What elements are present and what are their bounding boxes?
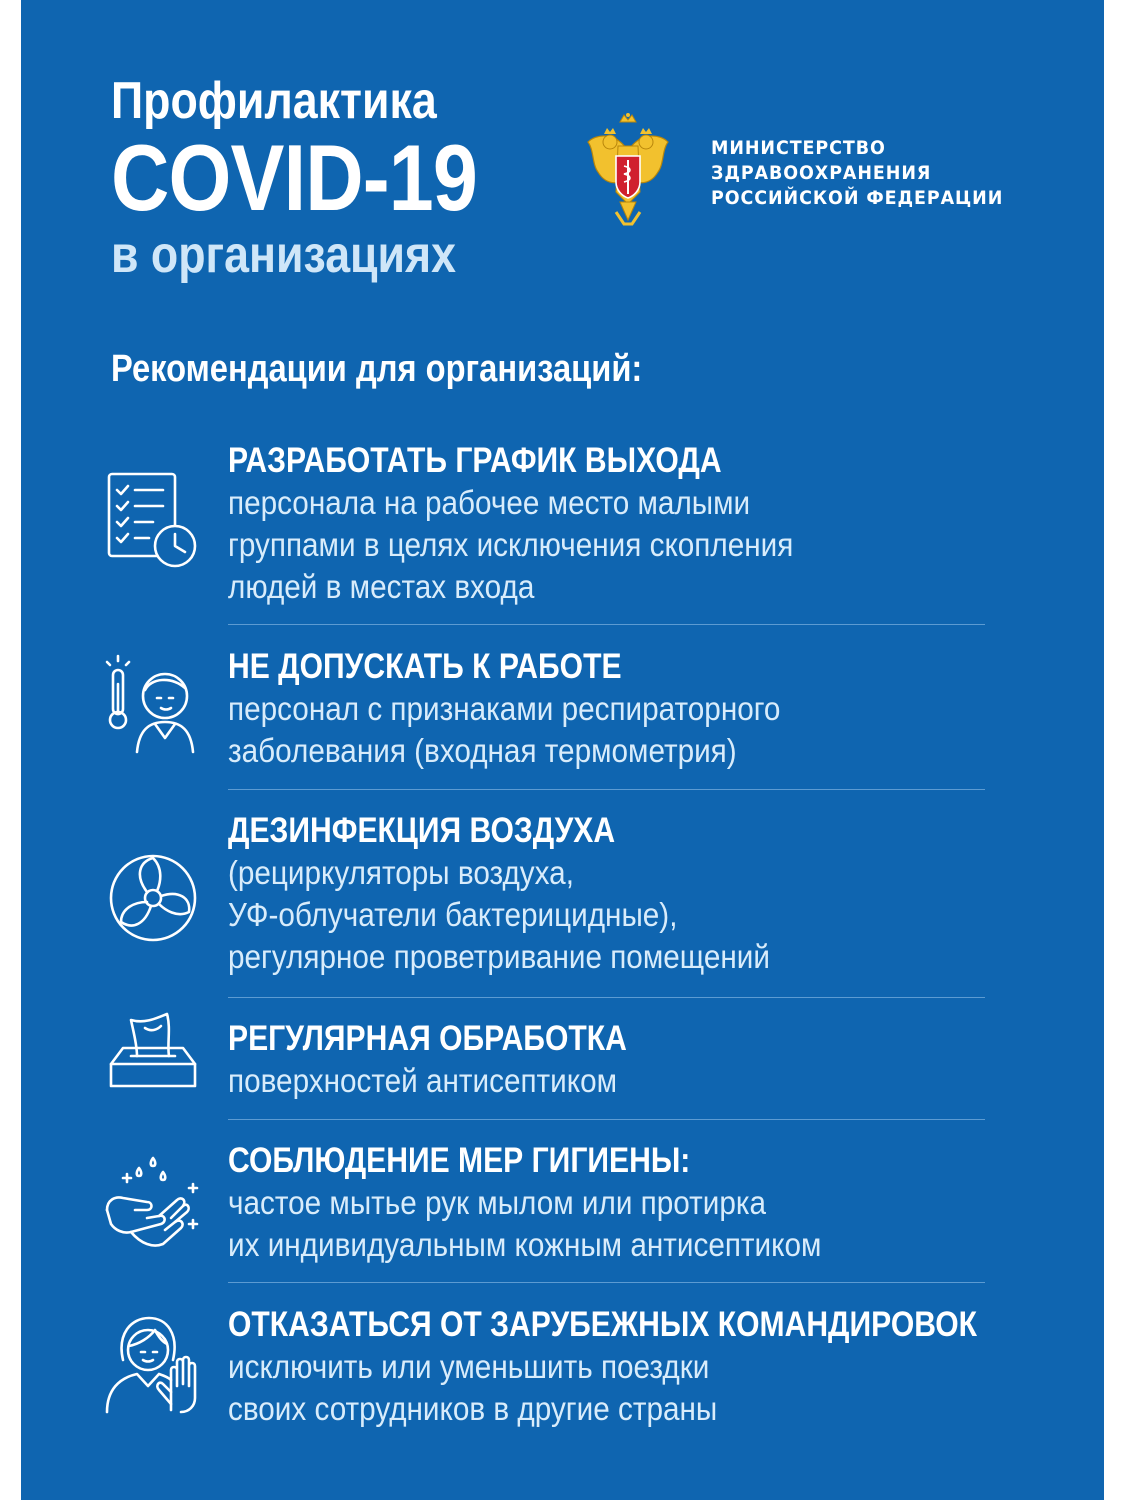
schedule-checklist-clock-icon xyxy=(101,468,205,572)
woman-stop-hand-icon xyxy=(101,1312,205,1416)
body-line: персонал с признаками респираторного xyxy=(228,690,781,727)
ministry-line-1: МИНИСТЕРСТВО xyxy=(711,137,886,159)
recommendation-text xyxy=(228,810,830,978)
recommendation-heading: РЕГУЛЯРНАЯ ОБРАБОТКА xyxy=(228,1019,627,1058)
recommendation-heading: НЕ ДОПУСКАТЬ К РАБОТЕ xyxy=(228,647,622,686)
recommendation-heading: ОТКАЗАТЬСЯ ОТ ЗАРУБЕЖНЫХ КОМАНДИРОВОК xyxy=(228,1305,978,1344)
body-line: людей в местах входа xyxy=(228,568,535,605)
body-line: заболевания (входная термометрия) xyxy=(228,732,737,769)
body-line: их индивидуальным кожным антисептиком xyxy=(228,1226,822,1263)
divider xyxy=(228,624,985,625)
thermometer-person-icon xyxy=(101,654,205,758)
divider xyxy=(228,789,985,790)
double-headed-eagle-emblem-icon xyxy=(586,112,670,228)
body-line: (рециркуляторы воздуха, xyxy=(228,854,574,891)
hand-washing-icon xyxy=(101,1154,205,1258)
recommendation-heading: СОБЛЮДЕНИЕ МЕР ГИГИЕНЫ: xyxy=(228,1141,691,1180)
poster xyxy=(21,0,1104,1500)
recommendation-text xyxy=(228,1304,1099,1430)
title-line-3: в организациях xyxy=(111,226,457,284)
divider xyxy=(228,1282,985,1283)
body-line: регулярное проветривание помещений xyxy=(228,938,770,975)
recommendation-body xyxy=(228,1182,821,1266)
divider xyxy=(228,1119,985,1120)
body-line: исключить или уменьшить поездки xyxy=(228,1348,710,1385)
recommendation-text xyxy=(228,646,842,772)
recommendation-body xyxy=(228,688,780,772)
recommendation-text xyxy=(228,440,856,608)
title-line-2: COVID-19 xyxy=(111,125,477,230)
ministry-line-3: РОССИЙСКОЙ ФЕДЕРАЦИИ xyxy=(711,187,1004,209)
body-line: своих сотрудников в другие страны xyxy=(228,1390,718,1427)
ministry-line-2: ЗДРАВООХРАНЕНИЯ xyxy=(711,162,932,184)
recommendation-text xyxy=(228,1018,692,1102)
ministry-name xyxy=(711,136,1003,211)
recommendation-body xyxy=(228,1060,645,1102)
body-line: персонала на рабочее место малыми xyxy=(228,484,751,521)
fan-ventilation-icon xyxy=(101,846,205,950)
recommendations-heading: Рекомендации для организаций: xyxy=(111,348,643,390)
body-line: поверхностей антисептиком xyxy=(228,1062,618,1099)
divider xyxy=(228,997,985,998)
wipes-box-icon xyxy=(101,1008,205,1112)
body-line: частое мытье рук мылом или протирка xyxy=(228,1184,767,1221)
recommendation-body xyxy=(228,852,770,978)
page-title xyxy=(111,72,477,284)
title-line-1: Профилактика xyxy=(111,72,437,130)
recommendation-body xyxy=(228,1346,1012,1430)
recommendation-text xyxy=(228,1140,887,1266)
body-line: УФ-облучатели бактерицидные), xyxy=(228,896,678,933)
recommendation-heading: ДЕЗИНФЕКЦИЯ ВОЗДУХА xyxy=(228,811,616,850)
recommendation-body xyxy=(228,482,793,608)
recommendation-heading: РАЗРАБОТАТЬ ГРАФИК ВЫХОДА xyxy=(228,441,722,480)
body-line: группами в целях исключения скопления xyxy=(228,526,794,563)
